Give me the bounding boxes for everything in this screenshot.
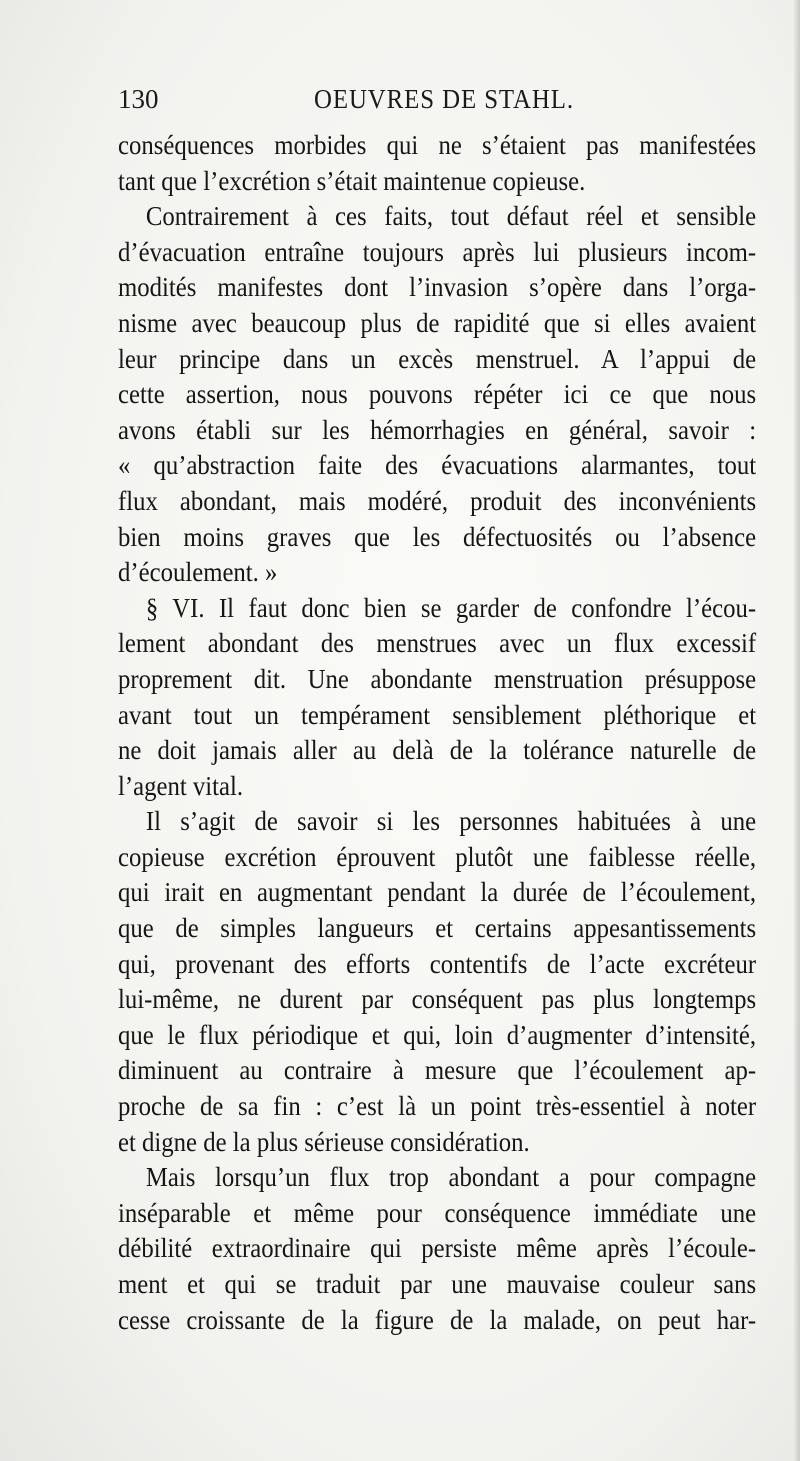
- scan-edge: [794, 0, 800, 1461]
- text-line: modités manifestes dont l’invasion s’opère dans l’orga-: [118, 271, 757, 303]
- text-line: copieuse excrétion éprouvent plutôt une faiblesse réelle,: [118, 840, 757, 872]
- text-line: lui-même, ne durent par conséquent pas plus longtemps: [118, 983, 757, 1015]
- text-line: débilité extraordinaire qui persiste même après l’écoule-: [118, 1232, 757, 1264]
- body-text: [118, 127, 756, 1337]
- text-line: proprement dit. Une abondante menstruation présuppose: [118, 662, 757, 694]
- text-line: que de simples langueurs et certains appesantissements: [118, 912, 757, 944]
- text-line: avons établi sur les hémorrhagies en général, savoir :: [118, 413, 757, 445]
- text-line: diminuent au contraire à mesure que l’écoulement ap-: [118, 1054, 757, 1086]
- text-line: nisme avec beaucoup plus de rapidité que si elles avaient: [118, 306, 757, 338]
- text-line: qui, provenant des efforts contentifs de l’acte excréteur: [118, 947, 757, 979]
- text-line: bien moins graves que les défectuosités ou l’absence: [118, 520, 757, 552]
- text-line: cette assertion, nous pouvons répéter ici ce que nous: [118, 378, 757, 410]
- text-line: qui irait en augmentant pendant la durée de l’écoulement,: [118, 876, 757, 908]
- text-line: avant tout un tempérament sensiblement pléthorique et: [118, 698, 757, 730]
- text-line: cesse croissante de la figure de la malade, on peut har-: [118, 1303, 757, 1335]
- text-line: « qu’abstraction faite des évacuations alarmantes, tout: [118, 449, 757, 481]
- text-line: Contrairement à ces faits, tout défaut réel et sensible: [145, 200, 757, 232]
- text-line: et digne de la plus sérieuse considération.: [118, 1125, 530, 1157]
- text-line: leur principe dans un excès menstruel. A l’appui de: [118, 342, 757, 374]
- page-header: [118, 84, 758, 124]
- text-line: ment et qui se traduit par une mauvaise couleur sans: [118, 1268, 757, 1299]
- text-line: flux abondant, mais modéré, produit des inconvénients: [118, 484, 757, 516]
- text-line: § VI. Il faut donc bien se garder de confondre l’écou-: [145, 591, 757, 623]
- text-line: lement abondant des menstrues avec un flux excessif: [118, 627, 757, 659]
- text-line: Il s’agit de savoir si les personnes habituées à une: [145, 805, 757, 837]
- text-line: inséparable et même pour conséquence immédiate une: [118, 1196, 757, 1228]
- page-number: 130: [118, 84, 159, 114]
- text-line: l’agent vital.: [118, 769, 244, 801]
- text-line: que le flux périodique et qui, loin d’augmenter d’intensité,: [118, 1018, 757, 1050]
- text-line: d’écoulement. »: [118, 556, 278, 588]
- text-line: conséquences morbides qui ne s’étaient pas manifestées: [118, 129, 757, 160]
- text-line: Mais lorsqu’un flux trop abondant a pour compagne: [145, 1161, 757, 1193]
- text-line: d’évacuation entraîne toujours après lui plusieurs incom-: [118, 235, 757, 267]
- text-line: tant que l’excrétion s’était maintenue copieuse.: [118, 164, 586, 196]
- text-line: proche de sa fin : c’est là un point très-essentiel à noter: [118, 1090, 757, 1122]
- text-line: ne doit jamais aller au delà de la tolérance naturelle de: [118, 734, 757, 766]
- running-title: OEUVRES DE STAHL.: [314, 84, 574, 114]
